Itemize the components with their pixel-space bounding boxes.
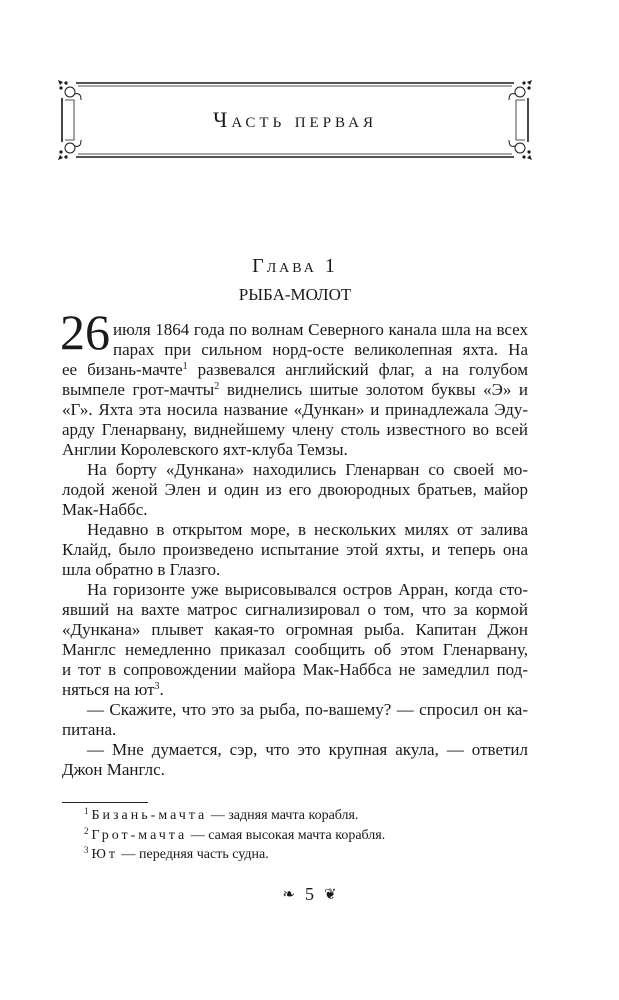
text-line [62, 720, 528, 740]
page-footer [0, 882, 619, 906]
line-text: развевался английский флаг, а на голубом [187, 360, 528, 379]
line-text: вымпеле грот-мачты [62, 380, 215, 399]
line-text: ее бизань-мачте [62, 360, 183, 379]
text-line [62, 400, 528, 420]
line-text: июля 1864 года по волнам Северного канала шла на всех [113, 320, 528, 339]
footnote-term: Грот-мачта [91, 827, 188, 843]
footnote-ref[interactable]: 1 [182, 361, 188, 372]
footnote [84, 846, 269, 864]
line-text: парах при сильном норд-осте великолепная яхта. На [113, 340, 528, 359]
text-line [87, 460, 528, 480]
ornament-right-icon: ❦ [324, 885, 337, 903]
text-line [62, 640, 528, 660]
text-line [62, 420, 528, 440]
text-line [62, 760, 528, 780]
line-text: Англии Королевского яхт-клуба Темзы. [62, 440, 348, 459]
text-line [113, 340, 528, 360]
line-text: На горизонте уже вырисовывался остров Арран, когда сто- [87, 580, 528, 599]
line-text: няться на ют [62, 680, 155, 699]
line-text: — Мне думается, сэр, что это крупная акула, — ответил [87, 740, 528, 759]
drop-cap: 26 [60, 304, 110, 360]
footnote-definition: — передняя часть судна. [118, 847, 269, 862]
line-text: виднелись шитые золотом буквы «Э» и [219, 380, 529, 399]
footnote-definition: — задняя мачта корабля. [207, 808, 359, 823]
text-line [62, 600, 528, 620]
footnote-number: 1 [84, 806, 89, 816]
line-text: явший на вахте матрос сигнализировал о том, что за кормой [62, 600, 528, 619]
line-text: и тот в сопровождении майора Мак-Наббса не замедлил под- [62, 660, 528, 679]
chapter-title: РЫБА-МОЛОТ [238, 285, 352, 304]
line-text: лодой женой Элен и один из его двоюродных братьев, майор [62, 480, 528, 499]
line-text: «Г». Яхта эта носила название «Дункан» и принадлежала Эду- [62, 400, 528, 419]
line-text: Манглс немедленно приказал сообщить об этом Гленарвану, [62, 640, 528, 659]
line-text: . [159, 680, 164, 699]
line-text: Джон Манглс. [62, 760, 165, 779]
footnote-ref[interactable]: 3 [154, 681, 160, 692]
footnote-number: 2 [84, 825, 89, 836]
footnote-separator [62, 802, 148, 803]
chapter-label: Глава 1 [252, 255, 338, 277]
footnote [84, 827, 385, 845]
footnote-term: Бизань-мачта [91, 808, 208, 823]
line-text: питана. [62, 720, 117, 739]
page-number: 5 [305, 884, 314, 904]
text-line [62, 680, 528, 700]
line-text: — Скажите, что это за рыба, по-вашему? — спросил он ка- [87, 700, 528, 719]
line-text: арду Гленарвану, виднейшему члену столь известного во всей [62, 420, 528, 439]
line-text: Недавно в открытом море, в нескольких милях от залива [87, 520, 528, 539]
footnote [84, 807, 359, 825]
text-line [62, 500, 528, 520]
text-line [62, 660, 528, 680]
text-line [87, 740, 528, 760]
text-line [87, 700, 528, 720]
text-line [62, 380, 528, 400]
ornament-left-icon: ❧ [282, 885, 295, 903]
footnote-ref[interactable]: 2 [214, 381, 220, 392]
text-line [62, 440, 528, 460]
text-line [62, 620, 528, 640]
text-line [62, 560, 528, 580]
footnote-term: Ют [91, 847, 119, 862]
line-text: На борту «Дункана» находились Гленарван со своей мо- [87, 460, 528, 479]
line-text: Мак-Наббс. [62, 500, 148, 519]
text-line [87, 580, 528, 600]
line-text: Клайд, было произведено испытание этой яхты, и теперь она [62, 540, 528, 559]
part-title: Часть первая [213, 107, 377, 132]
text-line [87, 520, 528, 540]
line-text: шла обратно в Глазго. [62, 560, 221, 579]
text-line [62, 480, 528, 500]
line-text: «Дункана» плывет какая-то огромная рыба. Капитан Джон [62, 620, 528, 639]
text-line [62, 360, 528, 380]
text-line [113, 320, 528, 340]
text-line [62, 540, 528, 560]
footnote-number: 3 [84, 845, 89, 855]
footnote-definition: — самая высокая мачта корабля. [187, 827, 386, 843]
